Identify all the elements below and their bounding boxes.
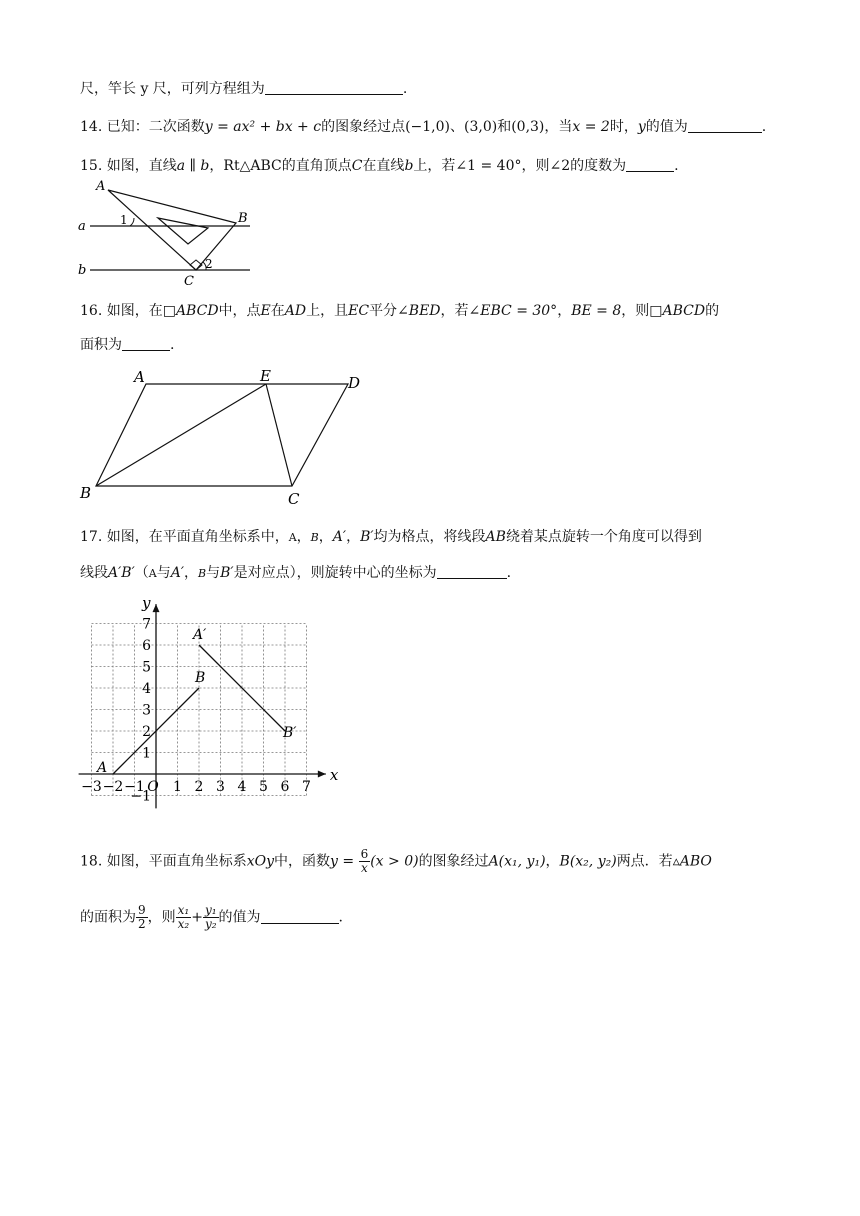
q16-figure: [78, 366, 378, 508]
q17-answer-blank[interactable]: [437, 564, 507, 579]
q16-line: 16. 如图，在□ABCD中，点E在AD上，且EC平分∠BED，若∠EBC = 30°，BE = 8，则□ABCD的: [80, 303, 720, 319]
q17-coordinate-grid: [74, 594, 344, 822]
y-tick-label: −1: [130, 788, 151, 805]
label-2: 2: [205, 257, 213, 271]
x-tick-label: 2: [194, 779, 204, 795]
y-tick-label: 4: [142, 681, 151, 697]
q15-number: 15.: [80, 158, 103, 174]
parallelogram-abcd: [96, 384, 348, 486]
q14-line: 14. 已知：二次函数y = ax² + bx + c的图象经过点(−1,0)、(3,0)和(0,3)，当x = 2时，y的值为 .: [80, 119, 767, 135]
q17-number: 17.: [80, 529, 103, 545]
q18-line2: 的面积为 $\frac{9}{2}$ ，则 $\frac{\text{x₁}}{\text{x₂}}$ + $\frac{\text{y₁}}{\text{y₂}}$ 的值为 .: [80, 903, 343, 931]
q15-answer-blank[interactable]: [626, 157, 674, 172]
q18-function-fraction: $\frac{6}{x}$: [360, 847, 369, 875]
q17-line2: 线段A′B′（A与A′，B与B′是对应点），则旋转中心的坐标为 .: [80, 565, 512, 581]
q17-line: 17. 如图，在平面直角坐标系中，A，B，A′，B′均为格点，将线段AB绕着某点旋转一个角度可以得到: [80, 529, 702, 545]
x-tick-label: 1: [173, 779, 182, 795]
x-tick-label: 5: [259, 779, 268, 795]
y-tick-label: 1: [142, 745, 151, 762]
label-1: 1: [120, 213, 128, 227]
y-axis-label: y: [142, 594, 151, 613]
x-axis-label: x: [329, 766, 339, 784]
q16-answer-blank[interactable]: [122, 336, 170, 351]
q15-figure: [78, 178, 258, 288]
q15-line: 15. 如图，直线a ∥ b，Rt△ABC的直角顶点C在直线b上，若∠1 = 40°，则∠2的度数为 .: [80, 158, 679, 174]
q14-answer-blank[interactable]: [688, 118, 762, 133]
y-axis-arrow: [153, 604, 160, 612]
x-tick-label: 3: [216, 779, 225, 795]
q18-line: 18. 如图，平面直角坐标系xOy中，函数y = $\frac{6}{x}$ (x > 0)的图象经过A(x₁, y₁)，B(x₂, y₂)两点．若▵ABO: [80, 847, 712, 875]
label-A-prime: A′: [193, 627, 207, 643]
q18-area-fraction: $\frac{9}{2}$: [138, 903, 146, 931]
q13-text: 尺，竿长 y 尺，可列方程组为: [80, 81, 265, 97]
label-a: a: [78, 219, 86, 234]
x-axis-arrow: [318, 771, 326, 778]
label-C: C: [288, 490, 300, 508]
x-tick-label: O: [147, 779, 159, 795]
y-tick-label: 3: [142, 702, 151, 719]
q16-line2: 面积为 .: [80, 337, 175, 353]
q13-line: 尺，竿长 y 尺，可列方程组为 .: [80, 81, 408, 97]
q16-number: 16.: [80, 303, 103, 319]
label-A: A: [134, 368, 145, 386]
x-tick-label: −1: [124, 779, 145, 795]
q18-fraction-x: $\frac{\text{x₁}}{\text{x₂}}$: [177, 903, 190, 931]
x-tick-label: 4: [237, 779, 247, 795]
label-B: B: [80, 484, 92, 502]
y-tick-label: 5: [142, 659, 151, 676]
label-B: B: [195, 670, 206, 686]
label-E: E: [260, 367, 271, 385]
y-tick-label: 6: [142, 638, 151, 654]
label-B: B: [238, 211, 248, 226]
angle1-arc: [130, 218, 134, 226]
x-tick-label: 6: [280, 779, 290, 795]
label-b: b: [78, 263, 87, 278]
label-A: A: [96, 179, 106, 194]
q18-answer-blank[interactable]: [261, 909, 339, 924]
label-B-prime: B′: [283, 725, 297, 741]
x-tick-label: −3: [81, 779, 102, 795]
label-A: A: [97, 760, 108, 776]
x-tick-label: −2: [102, 779, 124, 795]
label-D: D: [348, 374, 361, 392]
q18-number: 18.: [80, 853, 103, 870]
label-C: C: [184, 274, 194, 289]
segment-ec: [266, 384, 292, 486]
q18-fraction-y: $\frac{\text{y₁}}{\text{y₂}}$: [204, 903, 217, 931]
y-tick-label: 7: [142, 616, 151, 633]
x-tick-label: 7: [302, 779, 311, 795]
y-tick-label: 2: [142, 724, 151, 740]
q14-number: 14.: [80, 119, 103, 135]
inner-triangle: [158, 218, 208, 244]
q13-answer-blank[interactable]: [265, 80, 403, 95]
